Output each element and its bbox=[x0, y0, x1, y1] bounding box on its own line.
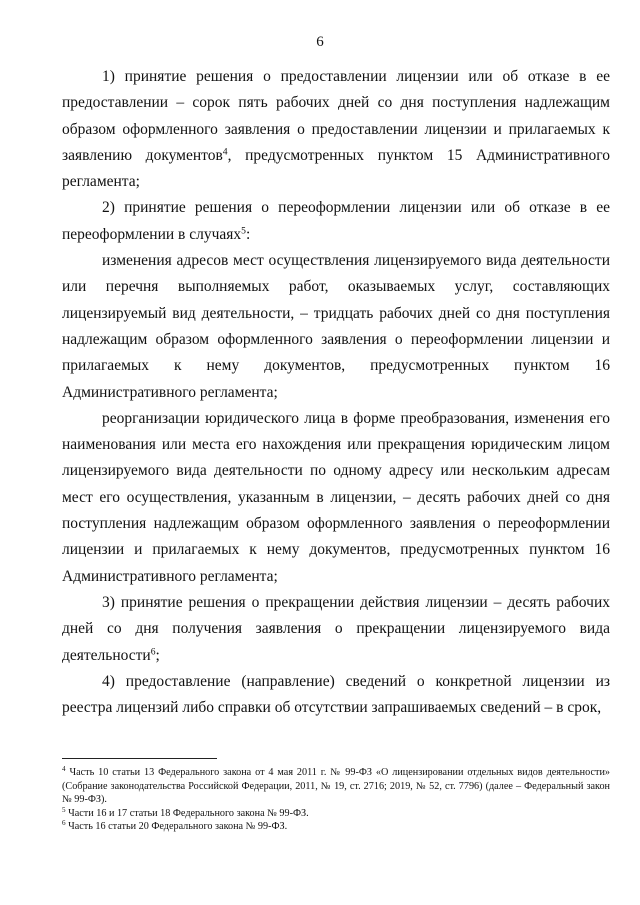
footnote-mark: 5 bbox=[62, 805, 66, 814]
footnote-mark: 6 bbox=[62, 819, 66, 828]
paragraph-decision-on-license-reissue: 2) принятие решения о переоформлении лицензии или об отказе в ее переоформлении в случаях$^5$: bbox=[62, 199, 610, 243]
footnote-reference: 5 bbox=[241, 225, 246, 237]
paragraph-decision-on-license-grant: 1) принятие решения о предоставлении лицензии или об отказе в ее предоставлении – сорок пять рабочих дней со дня поступления надлежащим образом оформленного заявления о предоставлении лицензии и прилагаемых к заявлению документов$^4$, предусмотренных пунктом 15 Административного регламента; bbox=[62, 68, 610, 191]
footnote-separator bbox=[62, 758, 217, 759]
footnote-item: $^4$ Часть 10 статьи 13 Федерального закона от 4 мая 2011 г. № 99-ФЗ «О лицензировании отдельных видов деятельности» (Собрание законодательства Российской Федерации, 2011, № 19, ст. 2716; 2019, № 52, ст. 7796) (далее – Федеральный закон № 99-ФЗ). bbox=[62, 765, 610, 806]
footnote-item: $^6$ Часть 16 статьи 20 Федерального закона № 99-ФЗ. bbox=[62, 819, 288, 833]
document-body bbox=[62, 64, 610, 721]
page-number: 6 bbox=[316, 34, 324, 50]
footnote-item: $^5$ Части 16 и 17 статьи 18 Федерального закона № 99-ФЗ. bbox=[62, 805, 309, 819]
paragraph-decision-on-license-termination: 3) принятие решения о прекращении действия лицензии – десять рабочих дней со дня получения заявления о прекращении лицензируемого вида деятельности$^6$; bbox=[62, 593, 610, 664]
footnote-reference: 6 bbox=[150, 646, 156, 658]
paragraph-address-change-case: изменения адресов мест осуществления лицензируемого вида деятельности или перечня выполняемых работ, оказываемых услуг, составляющих лицензируемый вид деятельности, – тридцать рабочих дней со дня поступления надлежащим образом оформленного заявления о переоформлении лицензии и прилагаемых к нему документов, предусмотренных пунктом 16 Административного регламента; bbox=[62, 252, 610, 401]
footnotes bbox=[62, 766, 610, 834]
footnote-reference: 4 bbox=[222, 146, 228, 158]
paragraph-registry-information: 4) предоставление (направление) сведений о конкретной лицензии из реестра лицензий либо справки об отсутствии запрашиваемых сведений – в срок, bbox=[62, 672, 610, 717]
footnote-mark: 4 bbox=[62, 765, 66, 774]
paragraph-reorganization-case: реорганизации юридического лица в форме преобразования, изменения его наименования или места его нахождения или прекращения юридическим лицом лицензируемого вида деятельности по одному адресу или нескольким адресам мест его осуществления, указанным в лицензии, – десять рабочих дней со дня поступления надлежащим образом оформленного заявления о переоформлении лицензии и прилагаемых к нему документов, предусмотренных пунктом 16 Административного регламента; bbox=[62, 409, 610, 585]
